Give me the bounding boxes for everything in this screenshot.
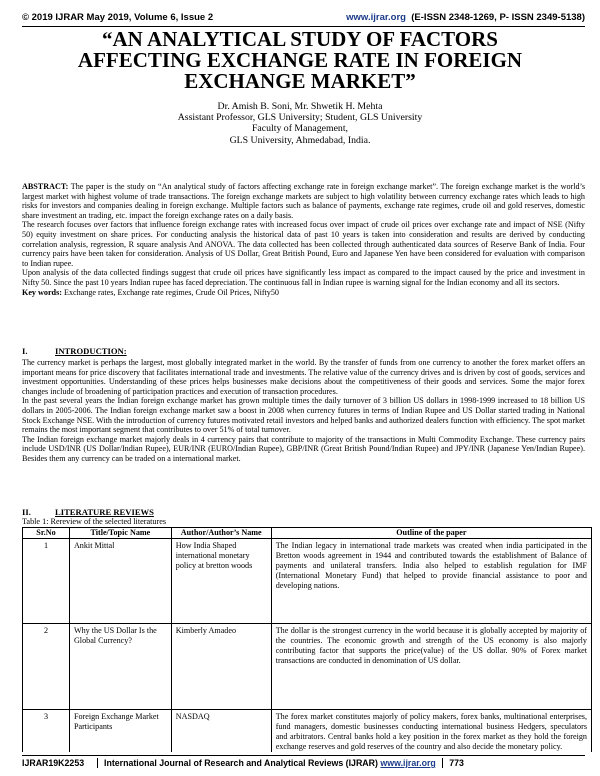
title-line: EXCHANGE MARKET”: [184, 69, 416, 93]
table-header-row: [23, 528, 592, 539]
table-row: [23, 710, 592, 752]
header-issn: (E-ISSN 2348-1269, P- ISSN 2349-5138): [411, 12, 585, 23]
table-cell-title: Why the US Dollar Is the Global Currency?: [69, 624, 171, 710]
table-row: [23, 539, 592, 624]
section-number: I.: [22, 346, 28, 356]
header-volume-info: © 2019 IJRAR May 2019, Volume 6, Issue 2: [22, 12, 214, 23]
table-cell-title: Foreign Exchange Market Participants: [69, 710, 171, 752]
author-university: GLS University, Ahmedabad, India.: [229, 134, 371, 146]
literature-table: [22, 527, 592, 752]
abstract-paragraph: The research focuses over factors that influence foreign exchange rates with increased focus over impact of crude oil prices over exchange rate and impact of NSE (Nifty 50) equity investment on share prices. For conducting analysis the historical data of past 10 years is taken into consideration and results are derived by conducting correlation analysis, regression, R square analysis And ANOVA. The data collected has been collected through authenticated data sources of Reserve Bank of India. Four currency pairs have been taken for consideration. Analysis of US Dollar, Great British Pound, Euro and Japanese Yen have been considered for evaluation with comparison to Indian rupee.: [22, 220, 585, 268]
column-header: Title/Topic Name: [69, 528, 171, 539]
table-cell-title: Ankit Mittal: [69, 539, 171, 624]
author-names: Dr. Amish B. Soni, Mr. Shwetik H. Mehta: [217, 101, 383, 112]
author-roles: Assistant Professor, GLS University; Student, GLS University: [177, 112, 423, 124]
footer-paper-code: IJRAR19K2253: [22, 758, 85, 768]
running-footer: [22, 755, 585, 772]
body-paragraph: In the past several years the Indian foreign exchange market has grown multiple times the daily turnover of 3 billion US dollars in 1998-1999 increased to 18 billion US dollars in 2005-2006. The Indian foreign exchange market saw a boost in 2008 when currency futures in terms of Indian Rupee and US Dollar started trading in National Stock Exchange NSE. With the introduction of currency futures motivated retail investors and helped banks and authorized dealers function with efficiency. The spot market remains the most important segment that contributes to over 51% of total turnover.: [22, 396, 585, 435]
table-cell-outline: The Indian legacy in international trade markets was created when india participated in the Bretton woods agreement in 1944 and contributed towards the establishment of Balance of payments and unilateral transfers. India also helped to establish regulation for IMF (International Monetary Fund) that helped to provide financial assistance to poor and developing nations.: [271, 539, 591, 624]
title-line: “AN ANALYTICAL STUDY OF FACTORS: [102, 27, 498, 51]
author-faculty: Faculty of Management,: [251, 123, 349, 135]
table-cell-author: NASDAQ: [171, 710, 271, 752]
header-url-link[interactable]: www.ijrar.org: [346, 12, 406, 23]
title-line: AFFECTING EXCHANGE RATE IN FOREIGN: [77, 48, 523, 72]
table-cell-sr: 1: [23, 539, 70, 624]
table-cell-outline: The dollar is the strongest currency in the world because it is globally accepted by majority of the countries. The economic growth and strength of the US economy is also majorly contributing factor that supports the price(value) of the US dollar. 90% of Forex market transactions are conducted in denomination of US dollar.: [271, 624, 591, 710]
table-cell-author: Kimberly Amadeo: [171, 624, 271, 710]
column-header: Sr.No: [23, 528, 70, 539]
table-cell-author: How India Shaped international monetary policy at bretton woods: [171, 539, 271, 624]
column-header: Author/Author’s Name: [171, 528, 271, 539]
abstract-text: The paper is the study on “An analytical study of factors affecting exchange rate in foreign exchange market”. The foreign exchange market is the world’s largest market with highest volume of trade transactions. The foreign exchange markets are subject to high volatility between currency exchange rates which leads to high risks for investors and companies dealing in foreign exchange. Multiple factors such as balance of payments, exchange rate regimes, crude oil and gold reserves, domestic share investment an trading, etc. impact the foreign exchange rates on a daily basis.: [22, 182, 585, 220]
keywords-label: Key words:: [22, 287, 62, 297]
table-caption: Table 1: Rereview of the selected literatures: [22, 517, 167, 526]
table-row: [23, 624, 592, 710]
section-title: LITERATURE REVIEWS: [55, 507, 154, 517]
abstract-paragraph: Upon analysis of the data collected findings suggest that crude oil prices have significantly less impact as compared to the impact caused by the price and investment in Nifty 50. Since the past 10 years Indian rupee has faced depreciation. The continuous fall in Indian rupee is warning signal for the Indian economy and all its sectors.: [22, 268, 585, 287]
column-header: Outline of the paper: [271, 528, 591, 539]
footer-page-number: 773: [442, 758, 464, 768]
section-title: INTRODUCTION:: [55, 346, 127, 356]
abstract-label: ABSTRACT:: [22, 182, 69, 191]
table-cell-sr: 3: [23, 710, 70, 752]
body-paragraph: The currency market is perhaps the largest, most globally integrated market in the world. By the transfer of funds from one currency to another the forex market offers an important means for price discovery that facilitates international trade and investments. The relative value of the currency drives and is driven by cost of goods, services and investment opportunities. Understanding of these prices helps businesses make decisions about the competitiveness of their goods and services. Some the major forex changes include of broadening of participation practices and execution of transaction procedures.: [22, 358, 585, 396]
body-paragraph: The Indian foreign exchange market majorly deals in 4 currency pairs that contribute to majority of the transactions in Multi Commodity Exchange. These currency pairs include USD/INR (US Dollar/Indian Rupee), EUR/INR (EURO/Indian Rupee), GBP/INR (Great British Pound/Indian Rupee) and JPY/INR (Japanese Yen/Indian Rupee). Besides them any currency can be traded on a international market.: [22, 434, 585, 463]
table-cell-sr: 2: [23, 624, 70, 710]
footer-url-link[interactable]: www.ijrar.org: [380, 758, 436, 768]
keywords-text: Exchange rates, Exchange rate regimes, Crude Oil Prices, Nifty50: [61, 287, 279, 297]
table-cell-outline: The forex market constitutes majorly of policy makers, forex banks, multinational enterprises, fund managers, domestic businesses conducting international business Hedgers, speculators and arbitrators. Central banks hold a key position in the forex market as they hold the foreign exchange reserves and gold reserves of the country and also decide the monetary policy.: [271, 710, 591, 752]
section-number: II.: [22, 507, 31, 517]
footer-journal: International Journal of Research and Analytical Reviews (IJRAR): [97, 758, 378, 768]
